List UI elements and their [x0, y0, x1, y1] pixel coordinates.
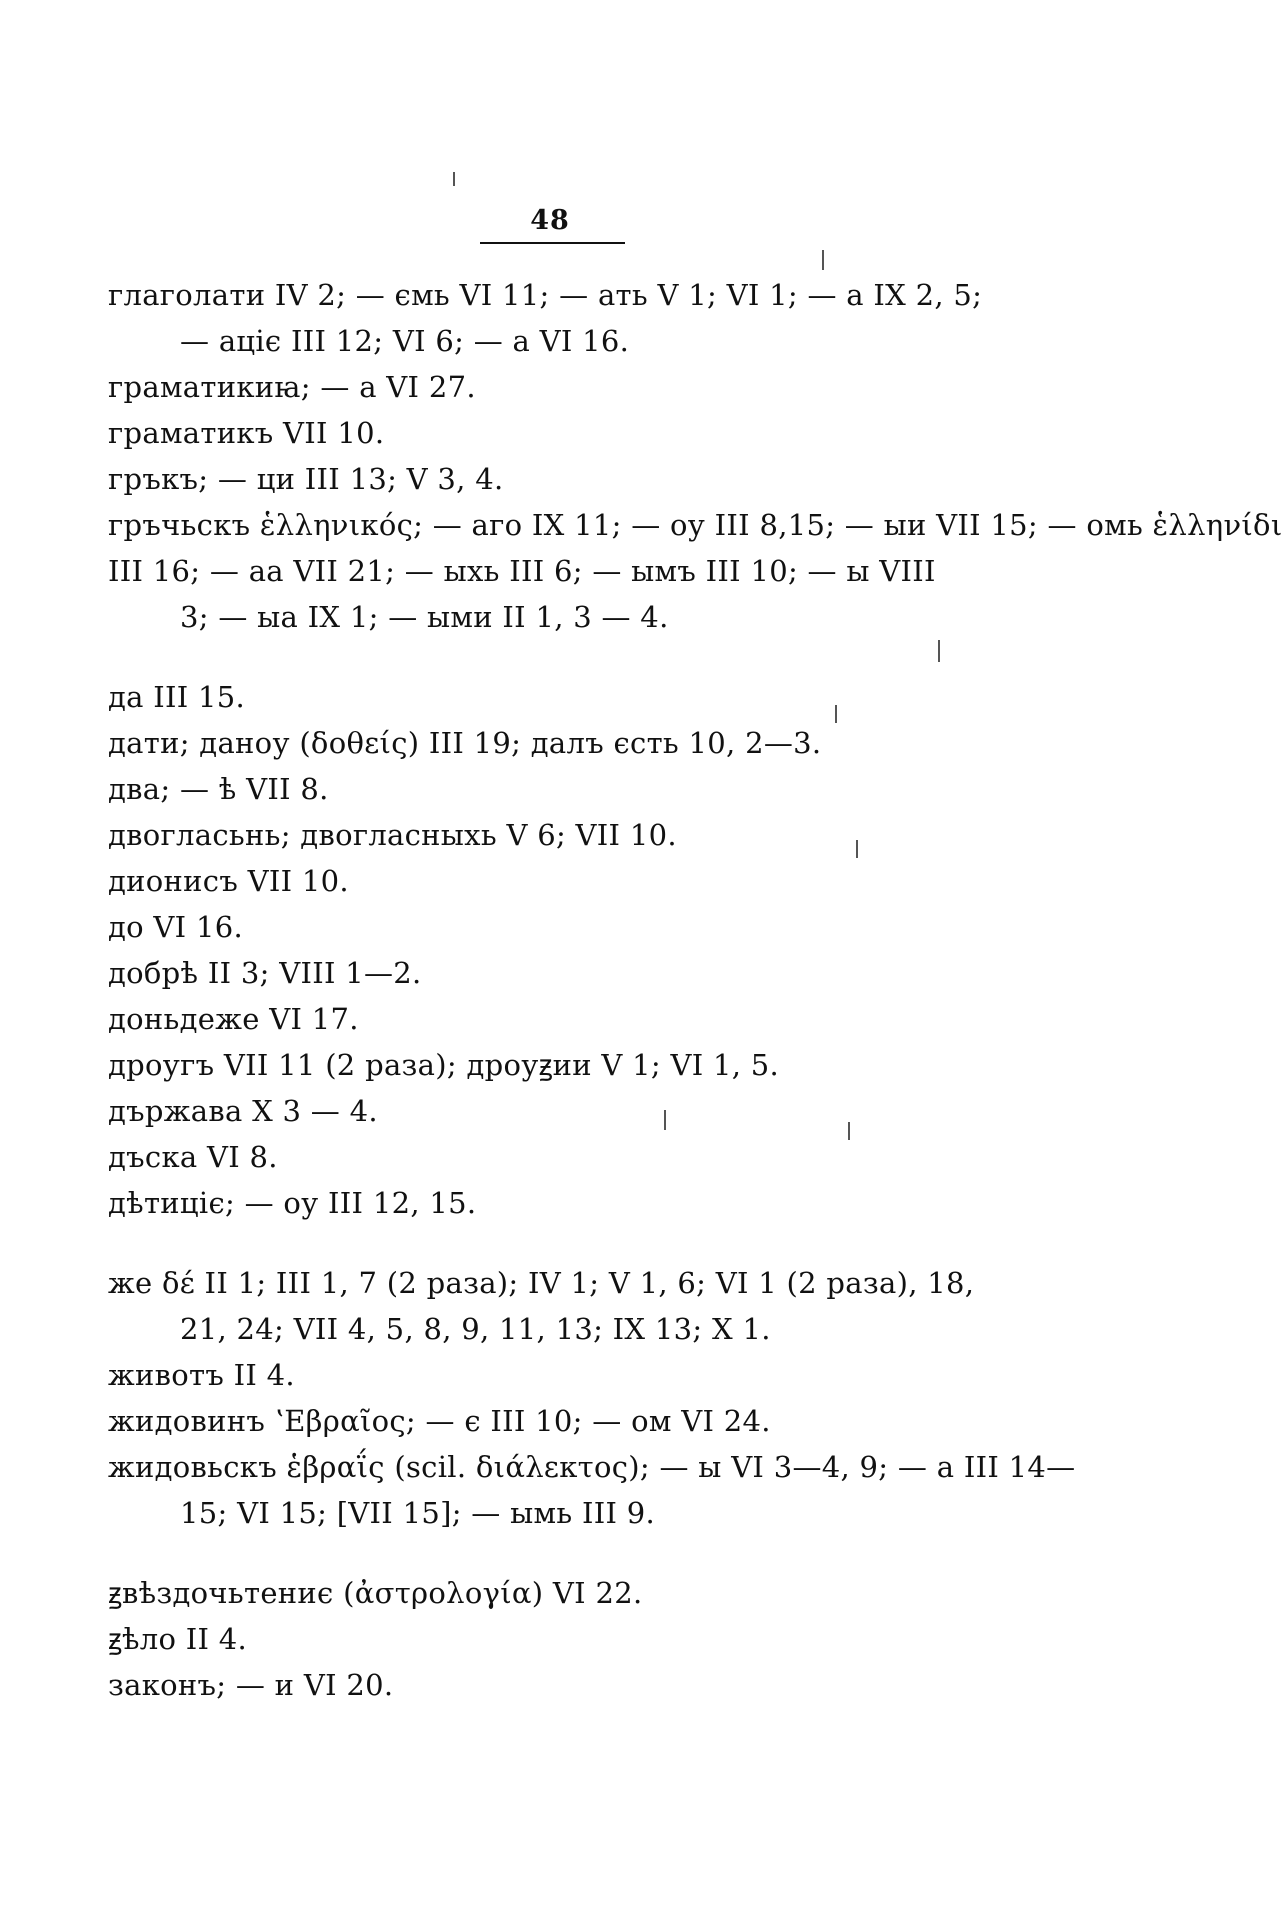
- index-line: дати; даноу (δοθείς) III 19; далъ єсть 10, 2—3.: [108, 726, 822, 760]
- index-line: животъ II 4.: [108, 1358, 295, 1392]
- index-line: глаголати IV 2; — ємь VI 11; — ать V 1; VI 1; — а IX 2, 5;: [108, 278, 983, 312]
- index-line: дроугъ VII 11 (2 раза); дроуꙃии V 1; VI 1, 5.: [108, 1048, 780, 1082]
- index-line: ꙃвѣздочьтениє (ἀστρολογία) VI 22.: [108, 1576, 643, 1610]
- index-line: законъ; — и VI 20.: [108, 1668, 394, 1702]
- index-line: двогласьнь; двогласныхь V 6; VII 10.: [108, 818, 677, 852]
- index-line: дъска VI 8.: [108, 1140, 278, 1174]
- section-gap: [108, 1536, 1008, 1570]
- index-line-continuation: 15; VI 15; [VII 15]; — ымь III 9.: [180, 1496, 656, 1530]
- section-gap: [108, 640, 1008, 674]
- scan-speck: [453, 172, 455, 186]
- page-number: 48: [530, 205, 570, 236]
- index-line: жидовьскъ ἑβραΐς (scil. διάλεκτος); — ы VI 3—4, 9; — а III 14—: [108, 1450, 1076, 1484]
- index-line: гръчьскъ ἑλληνικός; — аго IX 11; — оу III 8,15; — ыи VII 15; — омь ἑλληνίδι: [108, 508, 1282, 542]
- index-line: граматикиꙗ; — а VI 27.: [108, 370, 476, 404]
- index-line: държава X 3 — 4.: [108, 1094, 378, 1128]
- index-line: гръкъ; — ци III 13; V 3, 4.: [108, 462, 504, 496]
- index-line: да III 15.: [108, 680, 246, 714]
- index-line: дѣтиціє; — оу III 12, 15.: [108, 1186, 477, 1220]
- index-line: ꙃѣло II 4.: [108, 1622, 248, 1656]
- index-line-continuation: 3; — ыа IX 1; — ыми II 1, 3 — 4.: [180, 600, 669, 634]
- header-rule: [480, 242, 625, 244]
- index-line: доньдеже VI 17.: [108, 1002, 359, 1036]
- index-line-continuation: — аціє III 12; VI 6; — а VI 16.: [180, 324, 630, 358]
- index-line: граматикъ VII 10.: [108, 416, 385, 450]
- index-line: два; — ѣ VII 8.: [108, 772, 329, 806]
- scan-speck: [822, 250, 824, 270]
- index-line: III 16; — аа VII 21; — ыхь III 6; — ымъ III 10; — ы VIII: [108, 554, 936, 588]
- index-entries: [108, 272, 1282, 1708]
- index-line: добрѣ II 3; VIII 1—2.: [108, 956, 422, 990]
- index-line: же δέ II 1; III 1, 7 (2 раза); IV 1; V 1, 6; VI 1 (2 раза), 18,: [108, 1266, 975, 1300]
- section-gap: [108, 1226, 1008, 1260]
- index-line-continuation: 21, 24; VII 4, 5, 8, 9, 11, 13; IX 13; X 1.: [180, 1312, 771, 1346]
- index-line: дионисъ VII 10.: [108, 864, 349, 898]
- index-line: жидовинъ ʽΕβραῖος; — є III 10; — ом VI 24.: [108, 1404, 771, 1438]
- index-line: до VI 16.: [108, 910, 243, 944]
